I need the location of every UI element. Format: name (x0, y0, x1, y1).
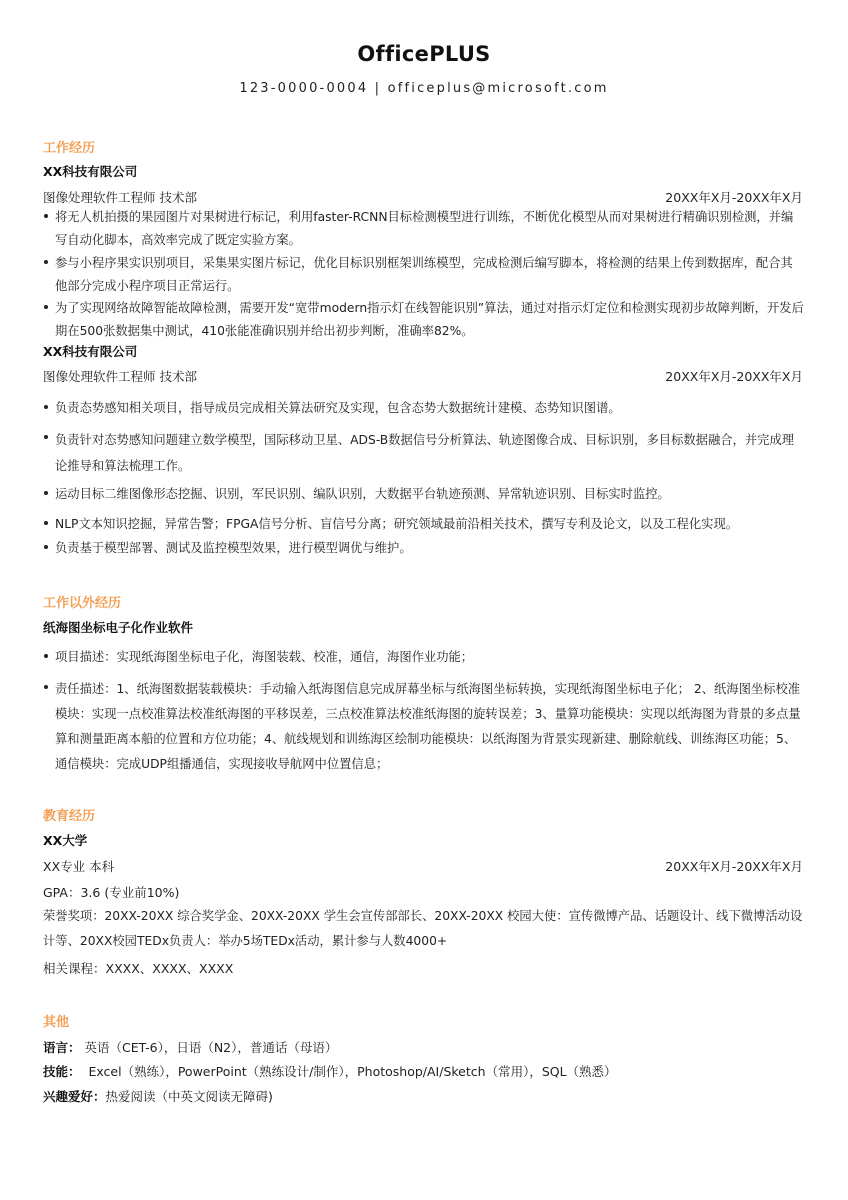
job-bullet: 负责态势感知相关项目，指导成员完成相关算法研究及实现，包含态势大数据统计建模、态势知识图谱。 (55, 401, 621, 415)
company-name: XX科技有限公司 (43, 344, 138, 359)
contact-info: 123-0000-0004 | officeplus@microsoft.com (239, 81, 609, 96)
job-role: 图像处理软件工程师 技术部 (43, 190, 197, 205)
company-name: XX科技有限公司 (43, 164, 138, 179)
school-name: XX大学 (43, 833, 88, 848)
other-item-hobbies: 兴趣爱好：热爱阅读（中英文阅读无障碍) (43, 1089, 273, 1104)
job-bullet: NLP文本知识挖掘，异常告警；FPGA信号分析、盲信号分离；研究领域最前沿相关技术，撰写专利及论文，以及工程化实现。 (55, 517, 739, 531)
job-bullet: 参与小程序果实识别项目，采集果实图片标记，优化目标识别框架训练模型，完成检测后编写脚本，将检测的结果上传到数据库，配合其他部分完成小程序项目正常运行。 (55, 256, 793, 293)
project-bullet: 项目描述：实现纸海图坐标电子化，海图装载、校准，通信，海图作业功能； (55, 650, 474, 664)
project-bullet: 责任描述：1、纸海图数据装载模块：手动输入纸海图信息完成屏幕坐标与纸海图坐标转换，实现纸海图坐标电子化； 2、纸海图坐标校准模块：实现一点校准算法校准纸海图的平移误差，三点校准算法校准纸海图的旋转误差；3、量算功能模块：实现以纸海图为背景的多点量算和测量距离本船的位置和方位功能；4、航线规划和训练海区绘制功能模块：以纸海图为背景实现新建、删除航线、训练海区功能；5、通信模块：完成UDP组播通信，实现接收导航网中位置信息； (55, 682, 801, 771)
project-name: 纸海图坐标电子化作业软件 (43, 620, 194, 635)
major: XX专业 本科 (43, 859, 115, 874)
job-bullet: 负责针对态势感知问题建立数学模型，国际移动卫星、ADS-B数据信号分析算法、轨迹图像合成、目标识别，多目标数据融合，并完成理论推导和算法梳理工作。 (55, 433, 795, 473)
job-role: 图像处理软件工程师 技术部 (43, 369, 197, 384)
other-item-skills: 技能： Excel（熟练），PowerPoint（熟练设计/制作），Photoshop/AI/Sketch（常用），SQL（熟悉） (43, 1064, 617, 1079)
job-bullet: 为了实现网络故障智能故障检测，需要开发“宽带modern指示灯在线智能识别”算法，通过对指示灯定位和检测实现初步故障判断，开发后期在500张数据集中测试，410张能准确识别并给出初步判断，准确率82%。 (55, 301, 804, 338)
job-bullet: 将无人机拍摄的果园图片对果树进行标记，利用faster-RCNN目标检测模型进行训练，不断优化模型从而对果树进行精确识别检测，并编写自动化脚本，高效率完成了既定实验方案。 (55, 210, 794, 247)
other-item-language: 语言： 英语（CET-6），日语（N2），普通话（母语） (43, 1040, 338, 1055)
courses: 相关课程：XXXX、XXXX、XXXX (43, 961, 234, 976)
job-date: 20XX年X月-20XX年X月 (665, 369, 803, 384)
section-title-education: 教育经历 (43, 809, 96, 824)
section-title-extra: 工作以外经历 (43, 596, 122, 611)
education-date: 20XX年X月-20XX年X月 (665, 859, 803, 874)
candidate-name: OfficePLUS (357, 42, 491, 66)
section-title-other: 其他 (43, 1015, 70, 1030)
job-bullet: 负责基于模型部署、测试及监控模型效果，进行模型调优与维护。 (55, 541, 412, 555)
job-date: 20XX年X月-20XX年X月 (665, 190, 803, 205)
honors: 荣誉奖项：20XX-20XX 综合奖学金、20XX-20XX 学生会宣传部部长、20XX-20XX 校园大使：宣传微博产品、话题设计、线下微博活动设计等、20XX校园TEDx负责人：举办5场TEDx活动，累计参与人数4000+ (43, 909, 803, 948)
section-title-work: 工作经历 (43, 141, 96, 156)
job-bullet: 运动目标二维图像形态挖掘、识别，军民识别、编队识别，大数据平台轨迹预测、异常轨迹识别、目标实时监控。 (55, 487, 670, 501)
gpa: GPA：3.6 (专业前10%) (43, 885, 180, 900)
